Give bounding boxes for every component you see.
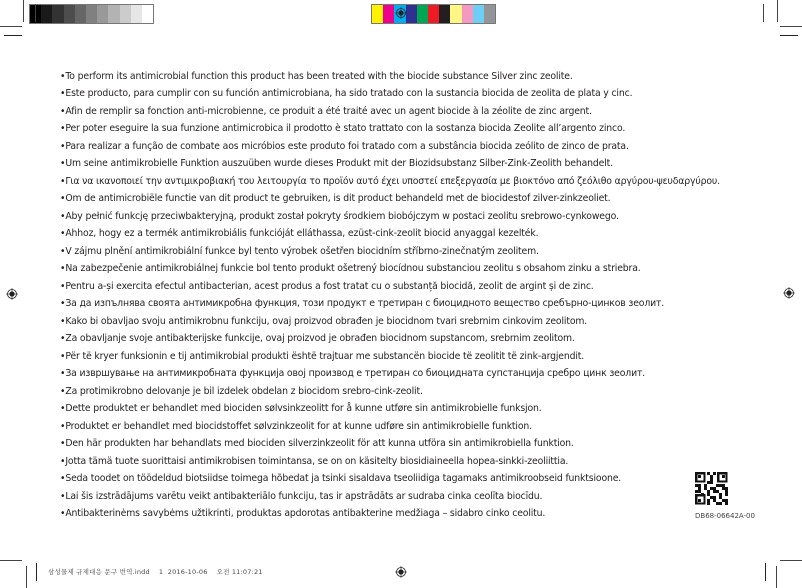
notice-line: • Este producto, para cumplir con su función antimicrobiana, ha sido tratado con la sustancia biocida de zeolita de plata y cinc.	[60, 85, 720, 102]
notice-line: • Na zabezpečenie antimikrobiálnej funkcie bol tento produkt ošetrený biocídnou substanciou zeolitu s obsahom zinku a striebra.	[60, 260, 720, 277]
color-swatch	[439, 5, 450, 23]
crop-mark	[776, 566, 777, 588]
color-swatch	[41, 5, 52, 23]
print-date: 2016-10-06	[167, 568, 208, 576]
crop-mark	[0, 26, 22, 27]
notice-line: • Dette produktet er behandlet med biociden sølvsinkzeolitt for å kunne utføre sin antimikrobielle funksjon.	[60, 400, 720, 417]
notice-line: • Jotta tämä tuote suorittaisi antimikrobisen toimintansa, se on on käsitelty biosidiaineella hopea-sinkki-zeoliittia.	[60, 453, 720, 470]
notice-line: • Ahhoz, hogy ez a termék antimikrobiális funkcióját elláthassa, ezüst-cink-zeolit biocid anyaggal kezelték.	[60, 225, 720, 242]
notice-line: • Aby pełnić funkcję przeciwbakteryjną, produkt został pokryty środkiem biobójczym w postaci zeolitu srebrowo-cynkowego.	[60, 208, 720, 225]
process-color-bar	[371, 4, 496, 24]
notice-line: • Antibakterinėms savybėms užtikrinti, produktas apdorotas antibakterine medžiaga – sidabro cinko ceolitu.	[60, 505, 720, 522]
crop-mark	[765, 563, 766, 581]
notice-line: • Për të kryer funksionin e tij antimikrobial produkti është trajtuar me substancën biocide të zeolitit të zink-argjendit.	[60, 348, 720, 365]
notice-line: • Για να ικανοποιεί την αντιμικροβιακή του λειτουργία το προϊόν αυτό έχει υποστεί επεξεργασία με βιοκτόνο από ζεόλιθο αργύρου-ψευδαργύρου.	[60, 173, 720, 190]
crop-mark	[35, 4, 36, 22]
notice-line: • Den här produkten har behandlats med biociden silverzinkzeolit för att kunna utföra sin antimikrobiella funktion.	[60, 435, 720, 452]
grayscale-color-bar	[29, 4, 154, 24]
registration-mark-icon	[395, 7, 407, 19]
notice-line: • Om de antimicrobiële functie van dit product te gebruiken, is dit product behandeld met de biocidestof zilver-zinkzeoliet.	[60, 190, 720, 207]
color-swatch	[417, 5, 428, 23]
color-swatch	[462, 5, 473, 23]
color-swatch	[406, 5, 417, 23]
registration-mark-icon	[783, 287, 795, 299]
color-swatch	[428, 5, 439, 23]
color-swatch	[142, 5, 153, 23]
color-swatch	[383, 5, 394, 23]
color-swatch	[450, 5, 461, 23]
print-slug	[48, 567, 263, 576]
notice-line: • Produktet er behandlet med biocidstoffet sølvzinkzeolit for at kunne udføre sin antimikrobielle funktion.	[60, 418, 720, 435]
notice-line: • За да изпълнява своята антимикробна функция, този продукт е третиран с биоцидното вещество сребърно-цинков зеолит.	[60, 295, 720, 312]
notice-line: • Za obavljanje svoje antibakterijske funkcije, ovaj proizvod je obrađen biocidnom supstancom, srebrnim zeolitom.	[60, 330, 720, 347]
notice-line: • Pentru a-și exercita efectul antibacterian, acest produs a fost tratat cu o substanță biocidă, zeolit de argint și de zinc.	[60, 278, 720, 295]
notice-line: • Za protimikrobno delovanje je bil izdelek obdelan z biocidom srebro-cink-zeolit.	[60, 383, 720, 400]
crop-mark	[780, 560, 802, 561]
color-swatch	[484, 5, 495, 23]
registration-mark-icon	[395, 566, 407, 578]
notice-line: • To perform its antimicrobial function this product has been treated with the biocide substance Silver zinc zeolite.	[60, 68, 720, 85]
notice-line: • Um seine antimikrobielle Funktion auszuüben wurde dieses Produkt mit der Biozidsubstanz Silber-Zink-Zeolith behandelt.	[60, 155, 720, 172]
notice-line: • Seda toodet on töödeldud biotsiidse toimega hõbedat ja tsinki sisaldava tseoliidiga tagamaks antimikroobseid funktsioone.	[60, 470, 720, 487]
color-swatch	[52, 5, 63, 23]
notice-line: • Para realizar a função de combate aos micróbios este produto foi tratado com a substância biocida zeólito de zinco de prata.	[60, 138, 720, 155]
crop-mark	[23, 0, 24, 22]
color-swatch	[97, 5, 108, 23]
print-time: 오전 11:07:21	[216, 568, 263, 576]
color-swatch	[86, 5, 97, 23]
crop-mark	[780, 26, 802, 27]
color-swatch	[120, 5, 131, 23]
page-number: 1	[158, 568, 164, 576]
color-swatch	[64, 5, 75, 23]
notice-line: • Lai šis izstrādājums varētu veikt antibakteriālo funkciju, tas ir apstrādāts ar sudraba cinka ceolīta biocīdu.	[60, 488, 720, 505]
notice-line: • Per poter eseguire la sua funzione antimicrobica il prodotto è stato trattato con la sostanza biocida Zeolite all’argento zinco.	[60, 120, 720, 137]
crop-mark	[26, 566, 27, 588]
crop-mark	[36, 563, 37, 581]
notice-line: • Kako bi obavljao svoju antimikrobnu funkciju, ovaj proizvod obrađen je biocidnom tvari srebrnim cinkovim zeolitom.	[60, 313, 720, 330]
crop-mark	[0, 560, 22, 561]
qr-code-icon	[695, 472, 728, 505]
document-code: DB68-06642A-00	[695, 512, 755, 520]
notice-line: • V zájmu plnění antimikrobiální funkce byl tento výrobek ošetřen biocidním stříbrno-zinečnatým zeolitem.	[60, 243, 720, 260]
color-swatch	[131, 5, 142, 23]
color-swatch	[372, 5, 383, 23]
crop-mark	[780, 35, 798, 36]
crop-mark	[777, 0, 778, 22]
notice-line: • За извршување на антимикробната функција овој производ е третиран со биоцидната супстанција сребро цинк зеолит.	[60, 365, 720, 382]
crop-mark	[763, 4, 764, 22]
color-swatch	[108, 5, 119, 23]
crop-mark	[4, 35, 22, 36]
notice-line: • Afin de remplir sa fonction anti-microbienne, ce produit a été traité avec un agent biocide à la zéolite de zinc argent.	[60, 103, 720, 120]
file-name: 삼성물제 규제대응 문구 번역.indd	[48, 568, 150, 576]
antimicrobial-notice-list	[60, 68, 720, 523]
color-swatch	[473, 5, 484, 23]
color-swatch	[75, 5, 86, 23]
registration-mark-icon	[6, 288, 18, 300]
